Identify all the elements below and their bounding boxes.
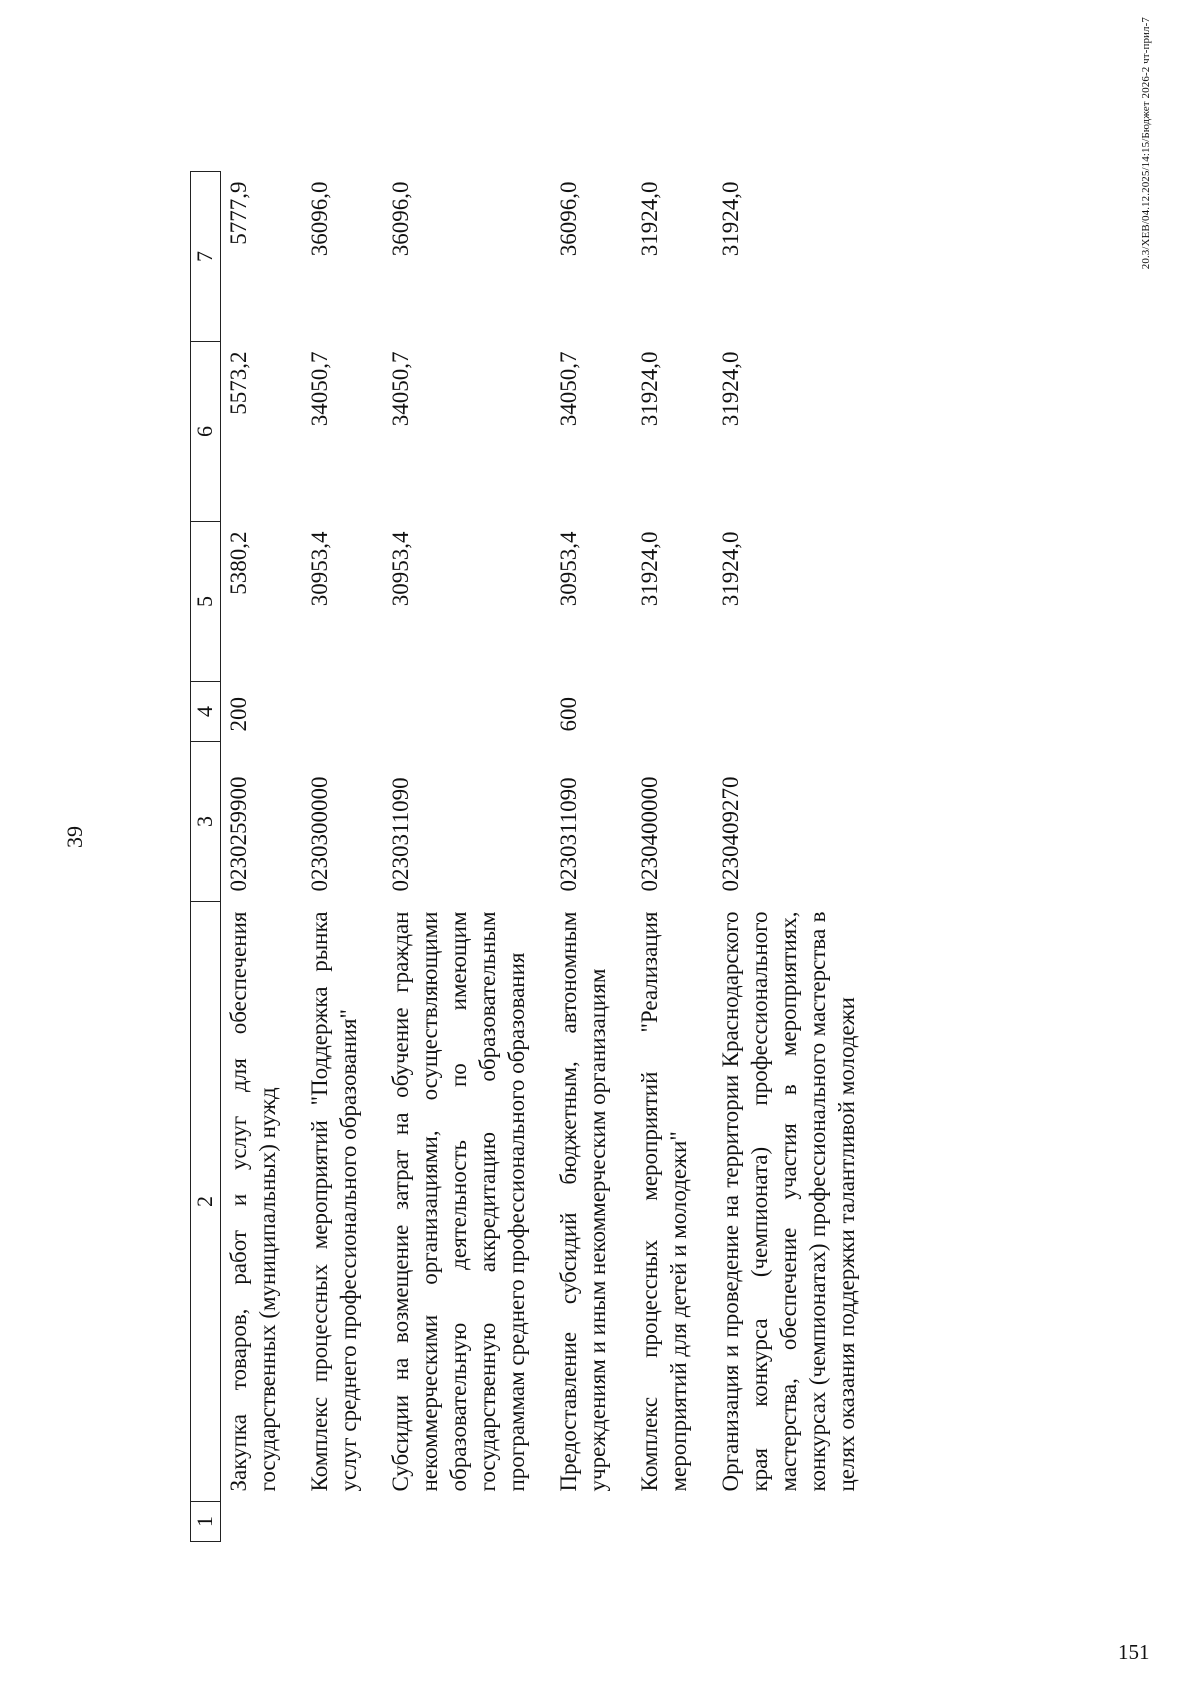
row-code: 0230400000 (637, 776, 662, 892)
row-type (632, 682, 713, 742)
table-row (383, 172, 551, 1542)
row-code: 0230300000 (307, 776, 332, 892)
row-value-1: 30953,4 (388, 531, 413, 607)
row-value-1: 5380,2 (226, 531, 251, 595)
row-type: 200 (226, 697, 251, 732)
row-value-2: 34050,7 (556, 351, 581, 427)
footer-code: 20.3/XEB/04.12.2025/14:15/Бюджет 2026-2 чт-прил-7 (1140, 17, 1152, 270)
row-value-2: 34050,7 (388, 351, 413, 427)
row-value-3: 5777,9 (226, 181, 251, 245)
row-type: 600 (556, 697, 581, 732)
row-value-1: 31924,0 (718, 531, 743, 607)
row-name: Предоставление субсидий бюджетным, автономным учреждениям и иным некоммерческим организациям (556, 911, 610, 1492)
row-value-1: 30953,4 (556, 531, 581, 607)
row-value-1: 30953,4 (307, 531, 332, 607)
table-row (632, 172, 713, 1542)
row-type (383, 682, 551, 742)
row-code: 0230259900 (226, 776, 251, 892)
header-cell: 3 (191, 742, 221, 902)
row-blank (632, 1502, 713, 1542)
row-code: 0230409270 (718, 776, 743, 892)
row-code: 0230311090 (556, 777, 581, 892)
budget-table (190, 171, 881, 1542)
header-cell: 1 (191, 1502, 221, 1542)
header-cell: 6 (191, 342, 221, 522)
row-value-3: 36096,0 (556, 181, 581, 257)
row-value-3: 31924,0 (718, 181, 743, 257)
table-header-row (191, 172, 221, 1542)
header-cell: 2 (191, 902, 221, 1502)
sheet-number: 151 (1118, 1640, 1150, 1664)
row-value-2: 5573,2 (226, 351, 251, 415)
row-value-2: 34050,7 (307, 351, 332, 427)
row-code: 0230311090 (388, 777, 413, 892)
row-blank (221, 1502, 303, 1542)
row-blank (302, 1502, 383, 1542)
row-value-2: 31924,0 (718, 351, 743, 427)
row-name: Закупка товаров, работ и услуг для обеспечения государственных (муниципальных) нужд (226, 911, 280, 1492)
row-blank (383, 1502, 551, 1542)
row-blank (551, 1502, 632, 1542)
table-row (713, 172, 881, 1542)
header-cell: 5 (191, 522, 221, 682)
row-value-2: 31924,0 (637, 351, 662, 427)
table-row (221, 172, 303, 1542)
table-row (302, 172, 383, 1542)
row-value-1: 31924,0 (637, 531, 662, 607)
header-cell: 7 (191, 172, 221, 342)
header-cell: 4 (191, 682, 221, 742)
page-number: 39 (62, 826, 87, 848)
table-row (551, 172, 632, 1542)
row-value-3: 31924,0 (637, 181, 662, 257)
row-type (302, 682, 383, 742)
row-name: Комплекс процессных мероприятий "Поддержка рынка услуг среднего профессионального образования" (307, 911, 361, 1492)
row-value-3: 36096,0 (388, 181, 413, 257)
row-name: Комплекс процессных мероприятий "Реализация мероприятий для детей и молодежи" (637, 911, 691, 1492)
row-type (713, 682, 881, 742)
row-blank (713, 1502, 881, 1542)
row-name: Организация и проведение на территории Краснодарского края конкурса (чемпионата) профессионального мастерства, обеспечение участия в мероприятиях, конкурсах (чемпионатах) профессионального мастерства в целях оказания поддержки талантливой молодежи (718, 911, 859, 1492)
row-name: Субсидии на возмещение затрат на обучение граждан некоммерческими организациями, осуществляющими образовательную деятельность по имеющим государственную аккредитацию образовательным программам среднего профессионального образования (388, 911, 529, 1492)
row-value-3: 36096,0 (307, 181, 332, 257)
